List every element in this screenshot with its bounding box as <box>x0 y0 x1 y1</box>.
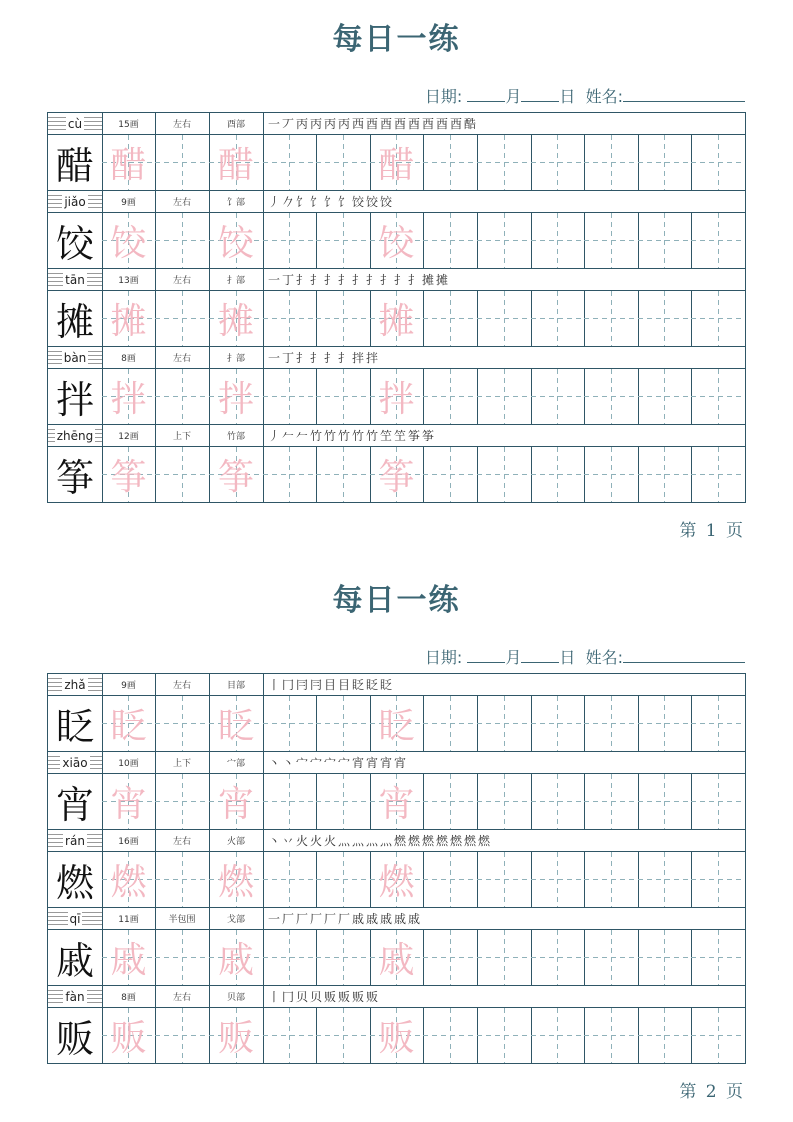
day-label: 日 <box>559 648 576 667</box>
practice-box[interactable] <box>638 447 692 502</box>
model-character: 筝 <box>48 447 103 502</box>
structure: 左右 <box>155 113 210 134</box>
practice-box[interactable] <box>638 852 692 907</box>
practice-box[interactable] <box>638 696 692 751</box>
practice-box[interactable] <box>638 930 692 985</box>
pinyin-cell <box>48 425 103 446</box>
practice-box[interactable] <box>477 447 532 502</box>
character-row <box>48 347 745 425</box>
trace-box[interactable]: 戚 <box>102 930 156 985</box>
model-character: 贩 <box>48 1008 103 1063</box>
row-info <box>48 347 745 369</box>
radical: 目部 <box>209 674 264 695</box>
structure: 左右 <box>155 269 210 290</box>
practice-box[interactable] <box>638 213 692 268</box>
writing-grid <box>48 930 745 985</box>
practice-box[interactable] <box>584 447 639 502</box>
row-info <box>48 830 745 852</box>
practice-box[interactable] <box>155 291 210 346</box>
trace-box[interactable]: 眨 <box>370 696 424 751</box>
pinyin-cell <box>48 752 103 773</box>
page-title: 每日一练 <box>332 22 461 57</box>
practice-box[interactable] <box>691 852 745 907</box>
pinyin-cell <box>48 191 103 212</box>
practice-box[interactable] <box>638 774 692 829</box>
practice-box[interactable] <box>263 447 317 502</box>
pinyin: rán <box>65 833 85 848</box>
day-blank[interactable] <box>521 648 559 663</box>
practice-box[interactable] <box>691 213 745 268</box>
practice-box[interactable] <box>691 135 745 190</box>
pinyin: zhēng <box>56 428 94 443</box>
practice-box[interactable] <box>155 696 210 751</box>
model-character: 醋 <box>48 135 103 190</box>
writing-grid <box>48 696 745 751</box>
trace-box[interactable]: 筝 <box>209 447 264 502</box>
practice-box[interactable] <box>691 930 745 985</box>
practice-box[interactable] <box>423 447 478 502</box>
writing-grid <box>48 852 745 907</box>
radical: 扌部 <box>209 269 264 290</box>
pinyin-cell <box>48 347 103 368</box>
practice-box[interactable] <box>477 291 532 346</box>
model-character: 摊 <box>48 291 103 346</box>
practice-box[interactable] <box>638 135 692 190</box>
model-character: 眨 <box>48 696 103 751</box>
row-info <box>48 674 745 696</box>
stroke-order: 丶丶宀宀宀宀宵宵宵宵 <box>268 756 409 770</box>
trace-box[interactable]: 燃 <box>102 852 156 907</box>
practice-box[interactable] <box>477 696 532 751</box>
trace-box[interactable]: 筝 <box>102 447 156 502</box>
pinyin: qī <box>69 911 81 926</box>
practice-box[interactable] <box>584 930 639 985</box>
practice-box[interactable] <box>263 1008 317 1063</box>
writing-grid <box>48 774 745 829</box>
pinyin-cell <box>48 908 103 929</box>
practice-box[interactable] <box>477 1008 532 1063</box>
practice-box[interactable] <box>584 291 639 346</box>
practice-box[interactable] <box>584 369 639 424</box>
practice-box[interactable] <box>423 369 478 424</box>
stroke-order: 丶丷火火火灬灬灬灬燃燃燃燃燃燃燃 <box>268 834 493 848</box>
structure: 左右 <box>155 347 210 368</box>
practice-box[interactable] <box>423 1008 478 1063</box>
practice-box[interactable] <box>638 1008 692 1063</box>
practice-box[interactable] <box>316 369 371 424</box>
trace-box[interactable]: 贩 <box>209 1008 264 1063</box>
pinyin-cell <box>48 674 103 695</box>
stroke-order: 丿𠂉𠂉竹竹竹竹竹笁笁筝筝 <box>268 429 437 443</box>
structure: 半包围 <box>155 908 210 929</box>
trace-box[interactable]: 拌 <box>102 369 156 424</box>
trace-box[interactable]: 醋 <box>370 135 424 190</box>
pinyin-cell <box>48 113 103 134</box>
date-label: 日期: <box>424 648 463 667</box>
character-row <box>48 674 745 752</box>
practice-box[interactable] <box>691 447 745 502</box>
practice-box[interactable] <box>316 213 371 268</box>
character-row <box>48 113 745 191</box>
pinyin: bàn <box>63 350 87 365</box>
stroke-order: 一丁扌扌扌扌拌拌 <box>268 351 381 365</box>
row-info <box>48 752 745 774</box>
writing-grid <box>48 291 745 346</box>
header-fields <box>425 84 745 107</box>
name-blank[interactable] <box>623 648 745 663</box>
practice-box[interactable] <box>584 1008 639 1063</box>
trace-box[interactable]: 贩 <box>370 1008 424 1063</box>
practice-box[interactable] <box>263 291 317 346</box>
writing-grid <box>48 1008 745 1063</box>
month-blank[interactable] <box>467 648 505 663</box>
practice-box[interactable] <box>584 696 639 751</box>
practice-box[interactable] <box>477 213 532 268</box>
worksheet-page <box>0 561 793 1122</box>
structure: 上下 <box>155 425 210 446</box>
month-label: 月 <box>505 87 522 106</box>
structure: 上下 <box>155 752 210 773</box>
practice-box[interactable] <box>477 774 532 829</box>
trace-box[interactable]: 饺 <box>370 213 424 268</box>
practice-box[interactable] <box>155 930 210 985</box>
radical: 竹部 <box>209 425 264 446</box>
stroke-count: 8画 <box>102 347 156 368</box>
trace-box[interactable]: 戚 <box>370 930 424 985</box>
practice-box[interactable] <box>316 1008 371 1063</box>
stroke-count: 11画 <box>102 908 156 929</box>
practice-box[interactable] <box>531 930 585 985</box>
trace-box[interactable]: 饺 <box>102 213 156 268</box>
radical: 饣部 <box>209 191 264 212</box>
character-row <box>48 908 745 986</box>
trace-box[interactable]: 宵 <box>370 774 424 829</box>
practice-box[interactable] <box>423 774 478 829</box>
month-blank[interactable] <box>467 87 505 102</box>
radical: 扌部 <box>209 347 264 368</box>
practice-box[interactable] <box>263 213 317 268</box>
structure: 左右 <box>155 674 210 695</box>
stroke-order: 丨冂贝贝贩贩贩贩 <box>268 990 381 1004</box>
page-title: 每日一练 <box>332 583 461 618</box>
stroke-order: 丨冂冃冃目目眨眨眨 <box>268 678 395 692</box>
practice-box[interactable] <box>316 135 371 190</box>
trace-box[interactable]: 眨 <box>209 696 264 751</box>
row-info <box>48 425 745 447</box>
stroke-order: 丿𠂊饣饣饣饣饺饺饺 <box>268 195 395 209</box>
pinyin: xiāo <box>62 755 88 770</box>
structure: 左右 <box>155 830 210 851</box>
practice-box[interactable] <box>691 369 745 424</box>
row-info <box>48 986 745 1008</box>
stroke-order: 一厂厂厂厂厂戚戚戚戚戚 <box>268 912 423 926</box>
practice-box[interactable] <box>263 930 317 985</box>
writing-grid <box>48 369 745 424</box>
month-label: 月 <box>505 648 522 667</box>
practice-box[interactable] <box>691 1008 745 1063</box>
practice-box[interactable] <box>155 1008 210 1063</box>
stroke-order: 一丆丙丙丙丙西酉酉酉酉酉酉酉酷 <box>268 117 479 131</box>
practice-box[interactable] <box>263 369 317 424</box>
model-character: 拌 <box>48 369 103 424</box>
practice-grid <box>47 112 746 503</box>
trace-box[interactable]: 宵 <box>102 774 156 829</box>
character-row <box>48 191 745 269</box>
practice-box[interactable] <box>423 135 478 190</box>
pinyin-cell <box>48 269 103 290</box>
character-row <box>48 752 745 830</box>
row-info <box>48 191 745 213</box>
character-row <box>48 830 745 908</box>
trace-box[interactable]: 戚 <box>209 930 264 985</box>
trace-box[interactable]: 饺 <box>209 213 264 268</box>
pinyin: jiǎo <box>64 194 86 209</box>
header-fields <box>425 645 745 668</box>
stroke-count: 9画 <box>102 674 156 695</box>
model-character: 饺 <box>48 213 103 268</box>
radical: 酉部 <box>209 113 264 134</box>
stroke-count: 12画 <box>102 425 156 446</box>
practice-box[interactable] <box>638 291 692 346</box>
practice-box[interactable] <box>531 774 585 829</box>
practice-box[interactable] <box>584 135 639 190</box>
radical: 戈部 <box>209 908 264 929</box>
trace-box[interactable]: 摊 <box>370 291 424 346</box>
trace-box[interactable]: 眨 <box>102 696 156 751</box>
practice-box[interactable] <box>423 213 478 268</box>
structure: 左右 <box>155 191 210 212</box>
stroke-count: 8画 <box>102 986 156 1007</box>
practice-box[interactable] <box>477 930 532 985</box>
trace-box[interactable]: 燃 <box>370 852 424 907</box>
practice-box[interactable] <box>263 135 317 190</box>
character-row <box>48 269 745 347</box>
model-character: 宵 <box>48 774 103 829</box>
page-number: 第 2 页 <box>679 1082 743 1102</box>
pinyin: cù <box>67 116 83 131</box>
practice-box[interactable] <box>316 852 371 907</box>
radical: 宀部 <box>209 752 264 773</box>
day-label: 日 <box>559 87 576 106</box>
practice-box[interactable] <box>316 930 371 985</box>
row-info <box>48 113 745 135</box>
practice-box[interactable] <box>531 1008 585 1063</box>
trace-box[interactable]: 燃 <box>209 852 264 907</box>
pinyin: fàn <box>65 989 85 1004</box>
row-info <box>48 269 745 291</box>
practice-box[interactable] <box>263 696 317 751</box>
trace-box[interactable]: 拌 <box>370 369 424 424</box>
pinyin-cell <box>48 830 103 851</box>
radical: 贝部 <box>209 986 264 1007</box>
practice-box[interactable] <box>531 291 585 346</box>
trace-box[interactable]: 拌 <box>209 369 264 424</box>
trace-box[interactable]: 醋 <box>209 135 264 190</box>
practice-grid <box>47 673 746 1064</box>
name-label: 姓名: <box>585 87 623 106</box>
model-character: 燃 <box>48 852 103 907</box>
practice-box[interactable] <box>638 369 692 424</box>
date-label: 日期: <box>424 87 463 106</box>
practice-box[interactable] <box>155 447 210 502</box>
practice-box[interactable] <box>584 213 639 268</box>
writing-grid <box>48 213 745 268</box>
practice-box[interactable] <box>155 852 210 907</box>
page-number: 第 1 页 <box>679 521 743 541</box>
practice-box[interactable] <box>423 291 478 346</box>
stroke-count: 16画 <box>102 830 156 851</box>
pinyin-cell <box>48 986 103 1007</box>
stroke-count: 15画 <box>102 113 156 134</box>
trace-box[interactable]: 醋 <box>102 135 156 190</box>
practice-box[interactable] <box>155 774 210 829</box>
practice-box[interactable] <box>531 696 585 751</box>
row-info <box>48 908 745 930</box>
practice-box[interactable] <box>263 774 317 829</box>
structure: 左右 <box>155 986 210 1007</box>
practice-box[interactable] <box>531 135 585 190</box>
stroke-count: 9画 <box>102 191 156 212</box>
practice-box[interactable] <box>316 774 371 829</box>
radical: 火部 <box>209 830 264 851</box>
practice-box[interactable] <box>155 135 210 190</box>
name-label: 姓名: <box>585 648 623 667</box>
model-character: 戚 <box>48 930 103 985</box>
practice-box[interactable] <box>691 774 745 829</box>
practice-box[interactable] <box>531 447 585 502</box>
practice-box[interactable] <box>477 852 532 907</box>
practice-box[interactable] <box>155 213 210 268</box>
practice-box[interactable] <box>316 447 371 502</box>
day-blank[interactable] <box>521 87 559 102</box>
trace-box[interactable]: 摊 <box>102 291 156 346</box>
practice-box[interactable] <box>316 696 371 751</box>
practice-box[interactable] <box>531 852 585 907</box>
pinyin: tān <box>65 272 85 287</box>
practice-box[interactable] <box>316 291 371 346</box>
trace-box[interactable]: 筝 <box>370 447 424 502</box>
practice-box[interactable] <box>691 291 745 346</box>
character-row <box>48 425 745 502</box>
practice-box[interactable] <box>423 852 478 907</box>
practice-box[interactable] <box>155 369 210 424</box>
writing-grid <box>48 447 745 502</box>
trace-box[interactable]: 贩 <box>102 1008 156 1063</box>
writing-grid <box>48 135 745 190</box>
stroke-count: 13画 <box>102 269 156 290</box>
stroke-count: 10画 <box>102 752 156 773</box>
practice-box[interactable] <box>477 369 532 424</box>
character-row <box>48 986 745 1063</box>
practice-box[interactable] <box>423 930 478 985</box>
practice-box[interactable] <box>584 852 639 907</box>
practice-box[interactable] <box>531 369 585 424</box>
practice-box[interactable] <box>531 213 585 268</box>
practice-box[interactable] <box>423 696 478 751</box>
practice-box[interactable] <box>263 852 317 907</box>
trace-box[interactable]: 宵 <box>209 774 264 829</box>
practice-box[interactable] <box>477 135 532 190</box>
practice-box[interactable] <box>584 774 639 829</box>
pinyin: zhǎ <box>64 677 86 692</box>
practice-box[interactable] <box>691 696 745 751</box>
name-blank[interactable] <box>623 87 745 102</box>
trace-box[interactable]: 摊 <box>209 291 264 346</box>
stroke-order: 一丁扌扌扌扌扌扌扌扌扌摊摊 <box>268 273 451 287</box>
